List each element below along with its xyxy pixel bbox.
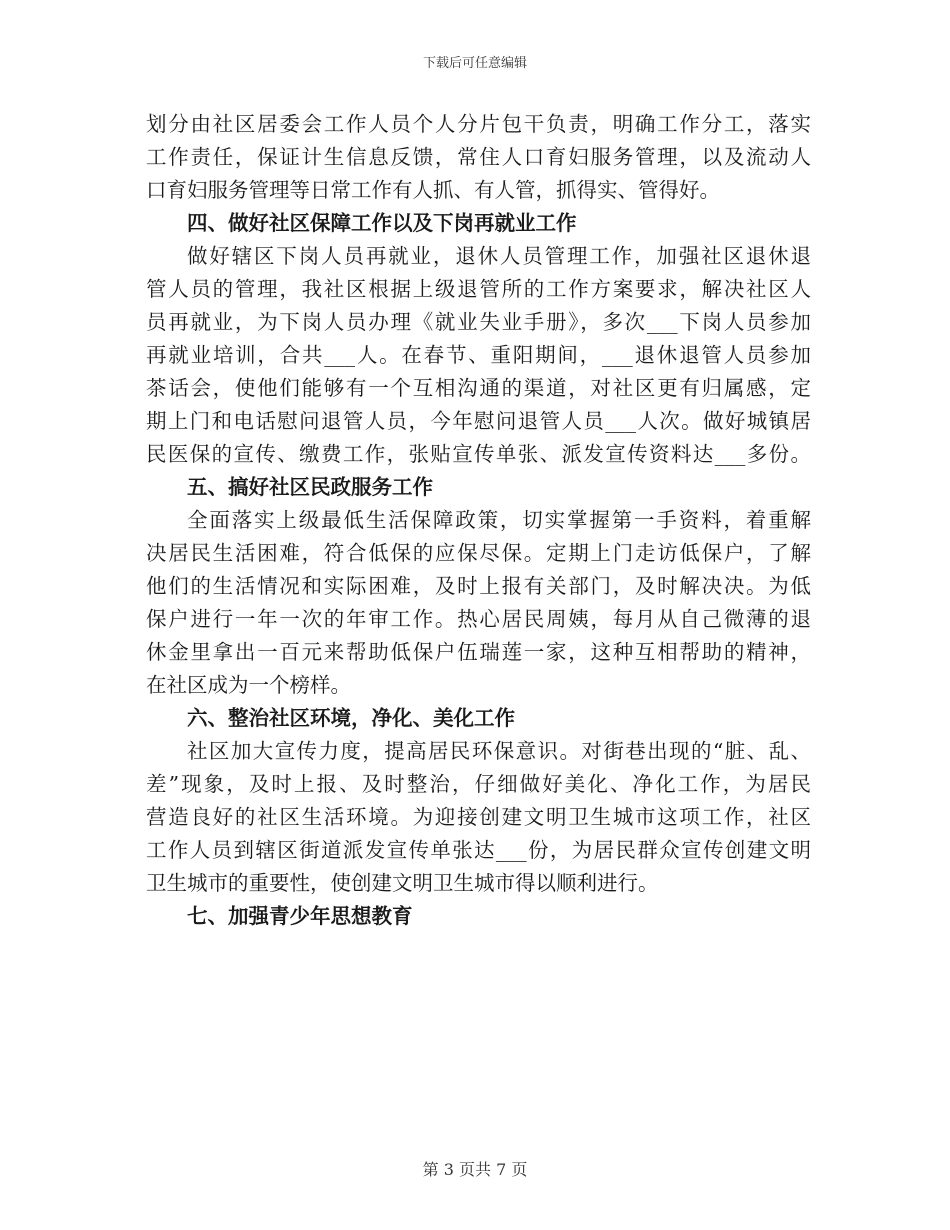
body-line: 工作人员到辖区街道派发宣传单张达___份，为居民群众宣传创建文明 — [146, 838, 811, 862]
page-number: 第 3 页共 7 页 — [422, 1160, 528, 1179]
body-line: 口育妇服务管理等日常工作有人抓、有人管，抓得实、管得好。 — [146, 178, 720, 202]
body-line: 茶话会，使他们能够有一个互相沟通的渠道，对社区更有归属感，定 — [146, 376, 811, 400]
body-line: 营造良好的社区生活环境。为迎接创建文明卫生城市这项工作，社区 — [146, 805, 811, 829]
page-header: 下载后可任意编辑 — [422, 56, 527, 71]
body-line: 期上门和电话慰问退管人员，今年慰问退管人员___人次。做好城镇居 — [146, 409, 811, 433]
body-line: 员再就业，为下岗人员办理《就业失业手册》，多次___下岗人员参加 — [146, 310, 811, 334]
body-line: 民医保的宣传、缴费工作，张贴宣传单张、派发宣传资料达___多份。 — [146, 442, 811, 466]
body-line: 决居民生活困难，符合低保的应保尽保。定期上门走访低保户，了解 — [146, 541, 811, 565]
section-heading: 六、整治社区环境，净化、美化工作 — [187, 706, 515, 730]
body-line: 全面落实上级最低生活保障政策，切实掌握第一手资料，着重解 — [187, 508, 811, 532]
body-line: 他们的生活情况和实际困难，及时上报有关部门，及时解决决。为低 — [146, 574, 811, 598]
section-heading: 四、做好社区保障工作以及下岗再就业工作 — [187, 211, 577, 235]
section-heading: 七、加强青少年思想教育 — [187, 904, 413, 928]
section-heading: 五、搞好社区民政服务工作 — [187, 475, 433, 499]
body-line: 卫生城市的重要性，使创建文明卫生城市得以顺利进行。 — [146, 871, 659, 895]
body-line: 管人员的管理，我社区根据上级退管所的工作方案要求，解决社区人 — [146, 277, 811, 301]
body-line: 工作责任，保证计生信息反馈，常住人口育妇服务管理，以及流动人 — [146, 145, 811, 169]
document-body — [146, 108, 811, 933]
body-line: 在社区成为一个榜样。 — [146, 673, 351, 697]
body-line: 休金里拿出一百元来帮助低保户伍瑞莲一家，这种互相帮助的精神， — [146, 640, 811, 664]
body-line: 社区加大宣传力度，提高居民环保意识。对街巷出现的“脏、乱、 — [187, 739, 811, 763]
body-line: 再就业培训，合共___人。在春节、重阳期间，___退休退管人员参加 — [146, 343, 811, 367]
body-line: 做好辖区下岗人员再就业，退休人员管理工作，加强社区退休退 — [187, 244, 811, 268]
body-line: 差”现象，及时上报、及时整治，仔细做好美化、净化工作，为居民 — [146, 772, 811, 796]
body-line: 划分由社区居委会工作人员个人分片包干负责，明确工作分工，落实 — [146, 112, 811, 136]
body-line: 保户进行一年一次的年审工作。热心居民周姨，每月从自己微薄的退 — [146, 607, 811, 631]
